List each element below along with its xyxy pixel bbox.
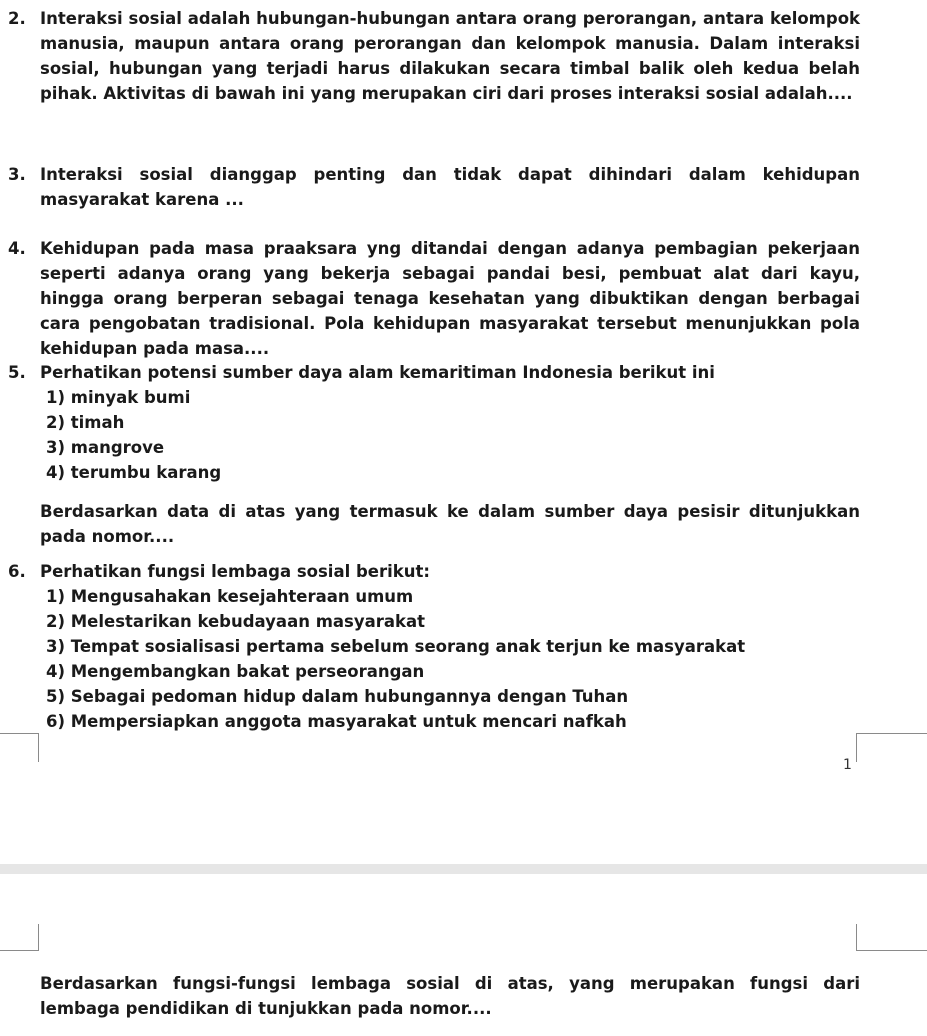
option-list — [46, 385, 860, 485]
option-list — [46, 584, 860, 734]
option-item: 4) terumbu karang — [46, 463, 222, 482]
question-number: 3. — [8, 165, 26, 184]
crop-mark-left — [0, 733, 39, 762]
option-item: 6) Mempersiapkan anggota masyarakat untuk mencari nafkah — [46, 712, 627, 731]
question-2 — [8, 6, 860, 106]
question-number: 5. — [8, 363, 26, 382]
question-number: 6. — [8, 562, 26, 581]
page2-paragraph: Berdasarkan fungsi-fungsi lembaga sosial di atas, yang merupakan fungsi dari lembaga pendidikan di tunjukkan pada nomor.... — [40, 974, 860, 1018]
page-number: 1 — [843, 757, 852, 773]
question-text: Perhatikan potensi sumber daya alam kemaritiman Indonesia berikut ini — [40, 363, 715, 382]
option-item: 3) mangrove — [46, 438, 165, 457]
option-item: 1) minyak bumi — [46, 388, 191, 407]
question-number: 4. — [8, 239, 26, 258]
crop-mark-right — [856, 733, 927, 762]
question-4 — [8, 236, 860, 361]
question-number: 2. — [8, 9, 26, 28]
option-item: 2) timah — [46, 413, 125, 432]
question-followup: Berdasarkan data di atas yang termasuk ke dalam sumber daya pesisir ditunjukkan pada nomor.... — [40, 502, 860, 546]
question-5 — [8, 360, 860, 549]
option-item: 5) Sebagai pedoman hidup dalam hubungannya dengan Tuhan — [46, 687, 629, 706]
question-text: Kehidupan pada masa praaksara yng ditandai dengan adanya pembagian pekerjaan seperti adanya orang yang bekerja sebagai pandai besi, pembuat alat dari kayu, hingga orang berperan sebagai tenaga kesehatan yang dibuktikan dengan berbagai cara pengobatan tradisional. Pola kehidupan masyarakat tersebut menunjukkan pola kehidupan pada masa.... — [40, 239, 860, 358]
option-item: 2) Melestarikan kebudayaan masyarakat — [46, 612, 425, 631]
option-item: 4) Mengembangkan bakat perseorangan — [46, 662, 425, 681]
crop-mark-left — [0, 924, 39, 951]
option-item: 3) Tempat sosialisasi pertama sebelum seorang anak terjun ke masyarakat — [46, 637, 746, 656]
question-3 — [8, 162, 860, 212]
question-text: Interaksi sosial dianggap penting dan tidak dapat dihindari dalam kehidupan masyarakat karena ... — [40, 165, 860, 209]
page-separator — [0, 864, 927, 874]
question-6 — [8, 559, 860, 734]
option-item: 1) Mengusahakan kesejahteraan umum — [46, 587, 414, 606]
question-text: Interaksi sosial adalah hubungan-hubungan antara orang perorangan, antara kelompok manusia, maupun antara orang perorangan dan kelompok manusia. Dalam interaksi sosial, hubungan yang terjadi harus dilakukan secara timbal balik oleh kedua belah pihak. Aktivitas di bawah ini yang merupakan ciri dari proses interaksi sosial adalah.... — [40, 9, 860, 103]
crop-mark-right — [856, 924, 927, 951]
question-text: Perhatikan fungsi lembaga sosial berikut: — [40, 562, 430, 581]
